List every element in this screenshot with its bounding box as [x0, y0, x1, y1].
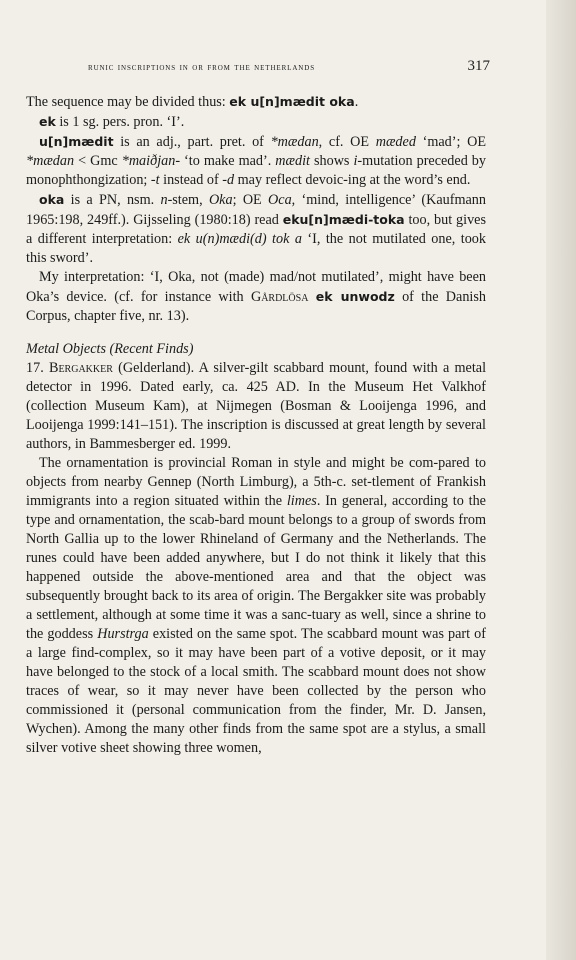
- text-span: too, but gives a different interpretation:: [26, 212, 486, 247]
- text-span: -stem,: [167, 192, 209, 208]
- text-span: may reflect devoic‑ing at the word’s end.: [234, 172, 471, 188]
- runic-transliteration: ek: [39, 114, 56, 129]
- italic-form: Oka: [208, 192, 233, 208]
- text-span: , ‘mind, intelligence’ (Kaufmann 1965:198, 249ff.). Gijsseling (1980:18) read: [26, 192, 486, 228]
- text-span: My interpretation: ‘I, Oka, not (made) mad/not mutilated’, might have been Oka’s device. (cf. for instance with: [26, 269, 486, 305]
- page-number: 317: [467, 58, 490, 74]
- text-span: < Gmc: [74, 153, 122, 169]
- text-span: shows: [309, 153, 354, 169]
- site-name: Bergakker: [48, 360, 113, 376]
- paragraph-interpretation: [26, 268, 486, 326]
- paragraph-unmaedit: [26, 132, 486, 190]
- italic-form: n: [160, 192, 168, 208]
- paragraph-ornamentation: [26, 454, 486, 758]
- italic-form: mædit: [275, 153, 310, 169]
- text-span: ‘mad’; OE: [415, 134, 486, 150]
- italic-form: ek u(n)mædi(d) tok a: [177, 231, 302, 247]
- text-span: The sequence may be divided thus:: [26, 94, 230, 110]
- running-head: [26, 58, 490, 75]
- body-text: [26, 92, 486, 758]
- text-span: ‘I, the not mutilated one, took this sword’.: [26, 231, 486, 266]
- runic-transliteration: ek u[n]mædit oka: [229, 94, 355, 109]
- italic-form: Hurstrga: [97, 626, 149, 642]
- site-name: Gårdlösa: [250, 289, 309, 305]
- italic-form: *mædan: [26, 153, 75, 169]
- paragraph-entry-17: [26, 359, 486, 454]
- runic-transliteration: oka: [39, 192, 65, 207]
- entry-number: 17.: [26, 360, 49, 376]
- italic-form: limes: [286, 493, 317, 509]
- paragraph-ek: [26, 112, 486, 132]
- section-heading: Metal Objects (Recent Finds): [26, 341, 194, 357]
- italic-form: -d: [222, 172, 235, 188]
- italic-form: mæded: [375, 134, 416, 150]
- text-span: [308, 289, 315, 305]
- text-span: .: [354, 94, 359, 110]
- paragraph-sequence: [26, 92, 486, 112]
- italic-form: *mædan: [270, 134, 319, 150]
- text-span: ; OE: [232, 192, 269, 208]
- text-span: is 1 sg. pers. pron. ‘I’.: [55, 114, 185, 130]
- text-span: -mutation preceded by monophthongization;: [26, 153, 486, 188]
- text-span: , cf. OE: [318, 134, 376, 150]
- italic-form: -t: [150, 172, 160, 188]
- text-span: ‘to make mad’.: [180, 153, 276, 169]
- italic-form: *maiðjan-: [121, 153, 181, 169]
- runic-transliteration: eku[n]mædi‑toka: [282, 212, 405, 227]
- text-span: (Gelderland). A silver-gilt scabbard mount, found with a metal detector in 1996. Dated early, ca. 425 AD. In the Museum Het Valkhof (collection Museum Kam), at Nijmegen (Bosman & Looijenga 1996, and Looijenga 1999:141–151). The inscription is discussed at great length by several authors, in Bammesberger ed. 1999.: [26, 360, 487, 452]
- runic-transliteration: u[n]mædit: [39, 134, 114, 149]
- text-span: existed on the same spot. The scabbard mount was part of a large find-complex, so it may have been part of a votive deposit, or it may have belonged to the stock of a local smith. The scabbard mount does not show traces of wear, so it may never have been collected by the person who commissioned it (personal communication from the finder, Mr. D. Jansen, Wychen). Among the many other finds from the same spot are a stylus, a small silver votive sheet showing three women,: [26, 626, 486, 756]
- text-span: The ornamentation is provincial Roman in style and might be com‑pared to objects from nearby Gennep (North Limburg), a 5th-c. set‑tlement of Frankish immigrants into a region situated within the: [26, 455, 486, 509]
- page-edge-shadow: [546, 0, 576, 960]
- text-span: of the Danish Corpus, chapter five, nr. 13).: [26, 289, 486, 324]
- italic-form: Oca: [268, 192, 292, 208]
- italic-form: i: [353, 153, 358, 169]
- paragraph-oka: [26, 190, 486, 268]
- runic-transliteration: ek unwodz: [315, 289, 395, 304]
- running-title: runic inscriptions in or from the netherlands: [88, 62, 315, 73]
- text-span: . In general, according to the type and ornamentation, the scab‑bard mount belongs to a group of swords from North Gallia up to the lower Rhineland of Germany and the Netherlands. The runes could have been added anywhere, but I do not think it likely that this happened outside the above-mentioned area and that the object was subsequently brought back to its area of origin. The Bergakker site was probably a settlement, although at some time it was a sanc‑tuary as well, since a shrine to the goddess: [26, 493, 486, 642]
- text-span: is an adj., part. pret. of: [113, 134, 271, 150]
- text-span: instead of: [159, 172, 223, 188]
- text-span: is a PN, nsm.: [64, 192, 161, 208]
